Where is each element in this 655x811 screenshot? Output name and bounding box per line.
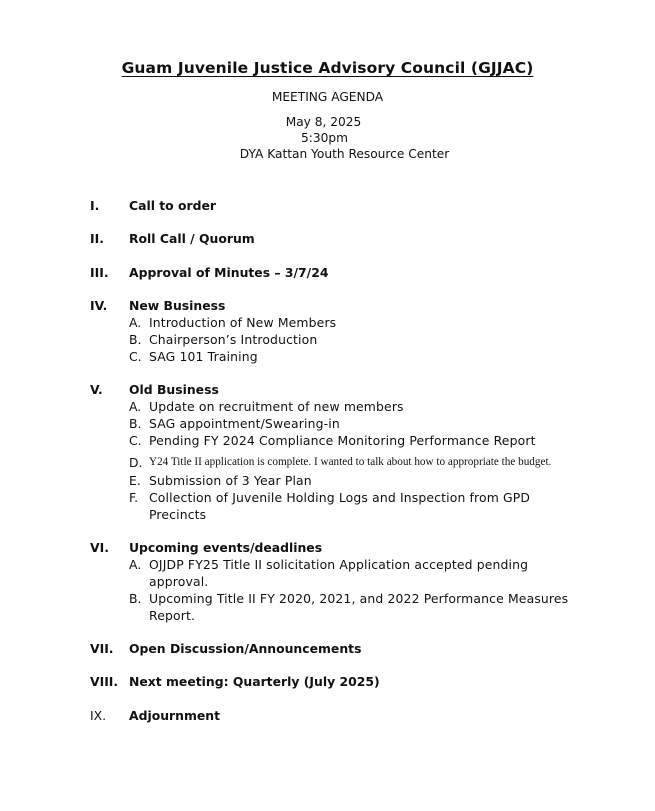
section-heading-open-discussion: Open Discussion/Announcements [129,641,362,656]
agenda-item: Upcoming Title II FY 2020, 2021, and 2022 Performance Measures [149,591,569,606]
agenda-item: Update on recruitment of new members [149,399,404,414]
item-letter: B. [129,416,142,431]
section-heading-approval-of-minutes: Approval of Minutes – 3/7/24 [129,265,329,280]
section-number: II. [90,231,104,246]
section-heading-adjournment: Adjournment [129,708,221,723]
section-number: VI. [90,540,109,555]
section-number: VIII. [90,674,119,689]
agenda-item-continuation: approval. [149,574,209,589]
meeting-location: DYA Kattan Youth Resource Center [239,147,450,161]
agenda-item-continuation: Precincts [149,507,207,522]
meeting-date: May 8, 2025 [285,115,362,129]
item-letter: D. [129,455,143,470]
section-heading-next-meeting: Next meeting: Quarterly (July 2025) [129,674,380,689]
section-heading-old-business: Old Business [129,382,219,397]
section-number: IV. [90,298,108,313]
section-number: IX. [90,708,107,723]
item-letter: A. [129,315,142,330]
document-title: Guam Juvenile Justice Advisory Council (GJJAC) [121,59,534,77]
agenda-item: Pending FY 2024 Compliance Monitoring Performance Report [149,433,536,448]
agenda-item: SAG appointment/Swearing-in [149,416,340,431]
item-letter: E. [129,473,141,488]
document-subtitle: MEETING AGENDA [271,90,384,104]
agenda-item: SAG 101 Training [149,349,258,364]
item-letter: A. [129,399,142,414]
section-number: VII. [90,641,114,656]
agenda-item: Submission of 3 Year Plan [149,473,312,488]
item-letter: A. [129,557,142,572]
section-heading-upcoming-events: Upcoming events/deadlines [129,540,323,555]
agenda-item: Chairperson’s Introduction [149,332,318,347]
section-heading-new-business: New Business [129,298,226,313]
meeting-time: 5:30pm [301,131,348,145]
item-letter: B. [129,332,142,347]
agenda-item: OJJDP FY25 Title II solicitation Application accepted pending [149,557,529,572]
section-number: I. [90,198,100,213]
section-heading-roll-call: Roll Call / Quorum [129,231,255,246]
agenda-item: Y24 Title II application is complete. I wanted to talk about how to appropriate the budget. [149,456,552,468]
section-heading-call-to-order: Call to order [129,198,217,213]
item-letter: F. [129,490,139,505]
agenda-item-continuation: Report. [149,608,196,623]
item-letter: C. [129,349,142,364]
item-letter: B. [129,591,142,606]
agenda-item: Collection of Juvenile Holding Logs and Inspection from GPD [149,490,531,505]
agenda-item: Introduction of New Members [149,315,337,330]
section-number: V. [90,382,103,397]
item-letter: C. [129,433,142,448]
section-number: III. [90,265,109,280]
